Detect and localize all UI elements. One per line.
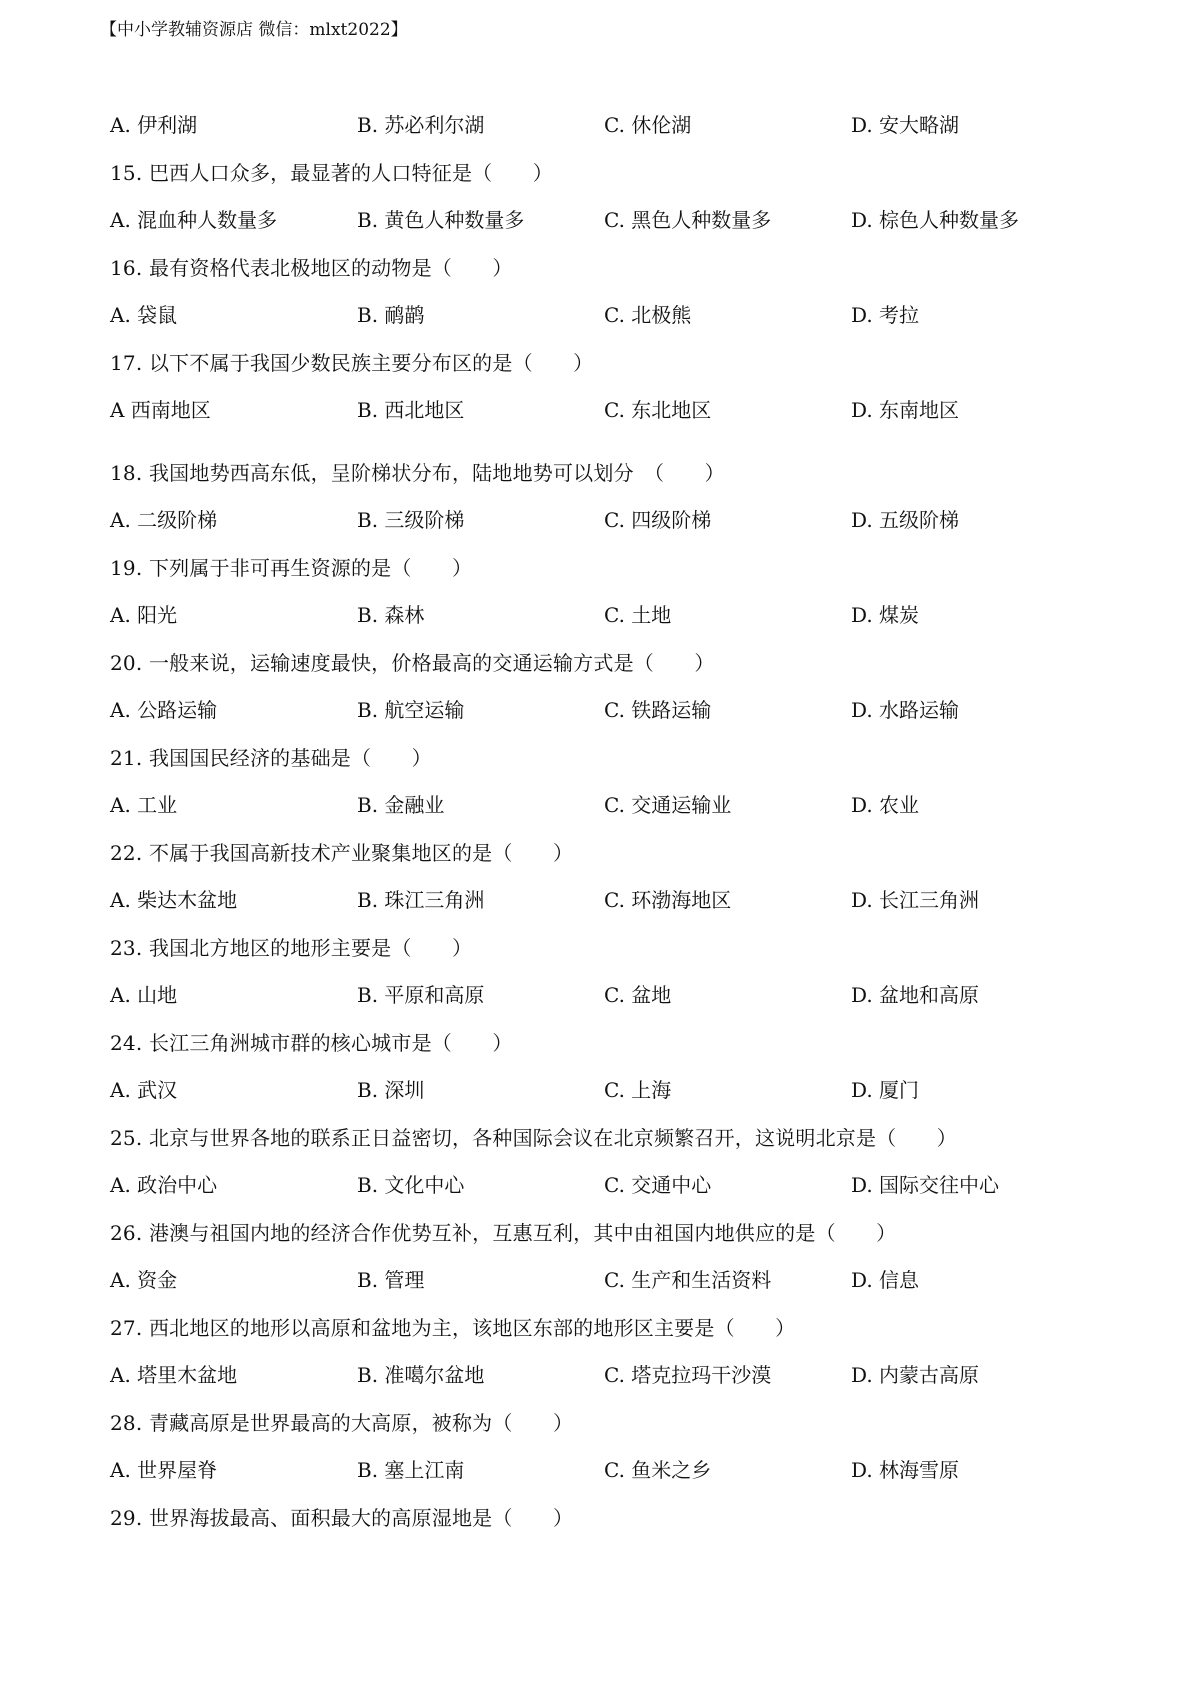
option-d: D. 林海雪原	[851, 1458, 960, 1483]
question-stem: 28. 青藏高原是世界最高的大高原，被称为（ ）	[110, 1410, 574, 1435]
question-stem: 25. 北京与世界各地的联系正日益密切，各种国际会议在北京频繁召开，这说明北京是（ ）	[110, 1125, 957, 1150]
option-c: C. 生产和生活资料	[604, 1268, 772, 1293]
option-a: A. 世界屋脊	[110, 1458, 218, 1483]
question-options	[110, 1255, 1110, 1303]
option-d: D. 内蒙古高原	[851, 1363, 980, 1388]
option-d: D. 考拉	[851, 303, 920, 328]
option-b: B. 航空运输	[357, 698, 465, 723]
question-options	[110, 970, 1110, 1018]
option-a: A. 二级阶梯	[110, 508, 218, 533]
question-list	[110, 100, 1110, 1540]
option-c: C. 土地	[604, 603, 672, 628]
option-c: C. 塔克拉玛干沙漠	[604, 1363, 772, 1388]
option-a: A. 伊利湖	[110, 113, 198, 138]
option-d: D. 煤炭	[851, 603, 920, 628]
option-c: C. 环渤海地区	[604, 888, 732, 913]
question-options	[110, 780, 1110, 828]
option-c: C. 交通运输业	[604, 793, 732, 818]
option-a: A. 袋鼠	[110, 303, 178, 328]
question-stem: 26. 港澳与祖国内地的经济合作优势互补，互惠互利，其中由祖国内地供应的是（ ）	[110, 1220, 897, 1245]
option-d: D. 厦门	[851, 1078, 920, 1103]
question-options	[110, 685, 1110, 733]
option-c: C. 铁路运输	[604, 698, 712, 723]
question-options	[110, 195, 1110, 243]
question-stem: 20. 一般来说，运输速度最快，价格最高的交通运输方式是（ ）	[110, 650, 715, 675]
option-c: C. 东北地区	[604, 398, 712, 423]
question-options	[110, 1065, 1110, 1113]
option-b: B. 管理	[357, 1268, 425, 1293]
option-b: B. 珠江三角洲	[357, 888, 485, 913]
option-b: B. 文化中心	[357, 1173, 465, 1198]
option-b: B. 金融业	[357, 793, 445, 818]
option-b: B. 西北地区	[357, 398, 465, 423]
option-d: D. 信息	[851, 1268, 920, 1293]
option-b: B. 塞上江南	[357, 1458, 465, 1483]
question-stem: 27. 西北地区的地形以高原和盆地为主，该地区东部的地形区主要是（ ）	[110, 1315, 796, 1340]
question-stem: 21. 我国国民经济的基础是（ ）	[110, 745, 432, 770]
option-c: C. 鱼米之乡	[604, 1458, 712, 1483]
question-stem: 24. 长江三角洲城市群的核心城市是（ ）	[110, 1030, 513, 1055]
option-a: A. 混血种人数量多	[110, 208, 278, 233]
option-b: B. 平原和高原	[357, 983, 485, 1008]
option-a: A. 柴达木盆地	[110, 888, 238, 913]
option-b: B. 森林	[357, 603, 425, 628]
question-stem: 15. 巴西人口众多，最显著的人口特征是（ ）	[110, 160, 553, 185]
option-c: C. 黑色人种数量多	[604, 208, 772, 233]
question-stem: 17. 以下不属于我国少数民族主要分布区的是（ ）	[110, 350, 594, 375]
question-options	[110, 875, 1110, 923]
option-d: D. 东南地区	[851, 398, 960, 423]
question-stem: 19. 下列属于非可再生资源的是（ ）	[110, 555, 473, 580]
option-d: D. 五级阶梯	[851, 508, 960, 533]
option-a: A. 塔里木盆地	[110, 1363, 238, 1388]
option-c: C. 盆地	[604, 983, 672, 1008]
option-c: C. 上海	[604, 1078, 672, 1103]
option-a: A. 资金	[110, 1268, 178, 1293]
option-d: D. 水路运输	[851, 698, 960, 723]
question-options	[110, 290, 1110, 338]
option-c: C. 交通中心	[604, 1173, 712, 1198]
question-options	[110, 1350, 1110, 1398]
question-options	[110, 385, 1110, 433]
question-options	[110, 1160, 1110, 1208]
option-c: C. 休伦湖	[604, 113, 692, 138]
option-d: D. 盆地和高原	[851, 983, 980, 1008]
option-a: A. 公路运输	[110, 698, 218, 723]
option-d: D. 长江三角洲	[851, 888, 980, 913]
question-stem: 29. 世界海拔最高、面积最大的高原湿地是（ ）	[110, 1505, 574, 1530]
option-a: A. 政治中心	[110, 1173, 218, 1198]
option-c: C. 北极熊	[604, 303, 692, 328]
question-stem: 16. 最有资格代表北极地区的动物是（ ）	[110, 255, 513, 280]
option-c: C. 四级阶梯	[604, 508, 712, 533]
option-b: B. 苏必利尔湖	[357, 113, 485, 138]
prior-question-options	[110, 100, 1110, 148]
question-options	[110, 495, 1110, 543]
option-b: B. 黄色人种数量多	[357, 208, 525, 233]
option-d: D. 安大略湖	[851, 113, 960, 138]
option-b: B. 深圳	[357, 1078, 425, 1103]
option-a: A. 工业	[110, 793, 178, 818]
option-b: B. 准噶尔盆地	[357, 1363, 485, 1388]
option-b: B. 鸸鹋	[357, 303, 425, 328]
option-a: A. 阳光	[110, 603, 178, 628]
option-d: D. 农业	[851, 793, 920, 818]
question-stem: 22. 不属于我国高新技术产业聚集地区的是（ ）	[110, 840, 574, 865]
option-a: A 西南地区	[110, 398, 211, 423]
question-options	[110, 1445, 1110, 1493]
option-a: A. 山地	[110, 983, 178, 1008]
question-stem: 18. 我国地势西高东低，呈阶梯状分布，陆地地势可以划分 （ ）	[110, 460, 725, 485]
question-options	[110, 590, 1110, 638]
page-header-watermark: 【中小学教辅资源店 微信：mlxt2022】	[100, 20, 408, 40]
question-stem: 23. 我国北方地区的地形主要是（ ）	[110, 935, 473, 960]
option-a: A. 武汉	[110, 1078, 178, 1103]
option-d: D. 国际交往中心	[851, 1173, 1000, 1198]
option-b: B. 三级阶梯	[357, 508, 465, 533]
option-d: D. 棕色人种数量多	[851, 208, 1020, 233]
